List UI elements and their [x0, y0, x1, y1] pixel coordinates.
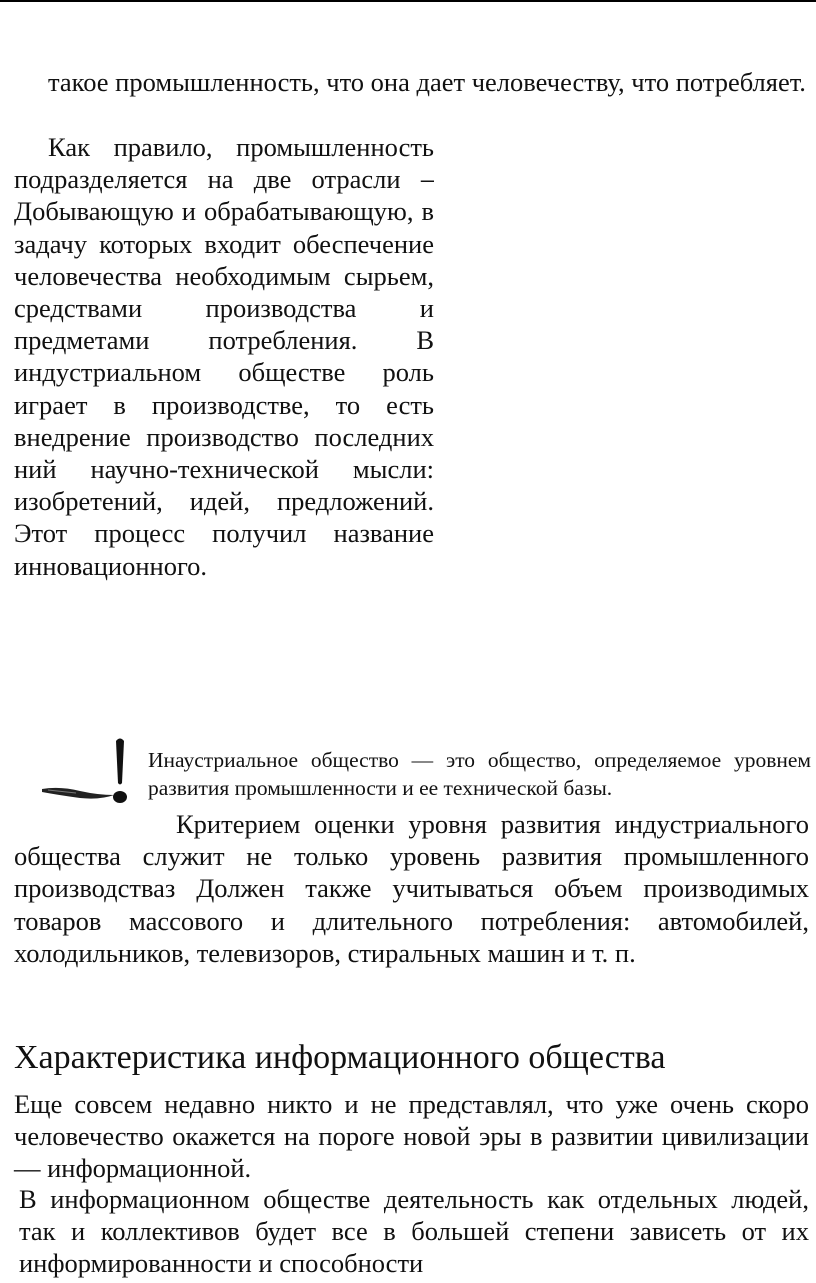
- section-heading: Характеристика информационного общества: [14, 1039, 666, 1076]
- exclamation-icon: [40, 735, 140, 807]
- top-border-line: [0, 0, 816, 2]
- definition-note: Инаустриальное общество — это общество, определяемое уровнем развития промышленности и ее технической базы.: [148, 748, 811, 800]
- intro-paragraph: такое промышленность, что она дает человечеству, что потребляет.: [48, 67, 806, 97]
- criteria-paragraph: Критерием оценки уровня развития индустриального общества служит не только уровень развития промышленного производстваз Должен также учитываться объем производимых товаров массового и длительного потребления: автомобилей, холодильников, телевизоров, стиральных машин и т. п.: [14, 809, 809, 968]
- information-paragraph-1: Еще совсем недавно никто и не представлял, что уже очень скоро человечество окажется на пороге новой эры в развитии цивилизации — информационной.: [14, 1089, 809, 1184]
- industry-paragraph: Как правило, промышленность подразделяется на две отрасли ⎯ Добывающую и обрабатывающую, в задачу которых входит обеспечение человечества необходимым сырьем, средствами производства и предметами потребления. В индустриальном обществе роль играет в производстве, то есть внедрение производство последних ний научно-технической мысли: изобретений, идей, предложений. Этот процесс получил название инновационного.: [14, 132, 434, 581]
- information-paragraph-2: В информационном обществе деятельность как отдельных людей, так и коллективов будет все в большей степени зависеть от их информированности и способности: [19, 1184, 809, 1279]
